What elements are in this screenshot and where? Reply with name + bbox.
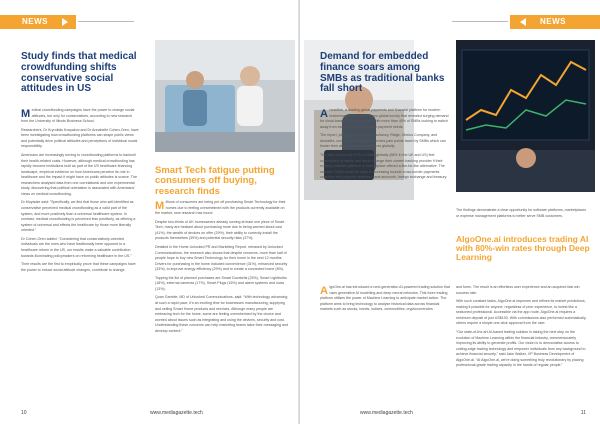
- paragraph: Their results are the first to empirically prove that these campaigns have the power to induce social attitude changes, contribute to change.: [21, 262, 136, 272]
- news-section-tag-right: [510, 15, 600, 29]
- news-label: NEWS: [540, 17, 566, 26]
- article-body-embedded-finance: [320, 108, 450, 184]
- drop-cap: A: [320, 107, 328, 120]
- page-number-right: 11: [580, 410, 586, 416]
- drop-cap: A: [320, 284, 328, 297]
- paragraph: The findings demonstrate a clear opportunity for software platforms, marketplaces or expense management platforms to better serve SMB customers.: [456, 208, 587, 218]
- footer-url-right: www.mediagazette.tech: [360, 410, 413, 416]
- paragraph: Researchers, Dr Kryrolidis Kosyakov and Dr Annabelle Cohen-Oren, have been investigating how crowdfunding platforms can shape public views and potentially drive political attitudes and perceptions of individual social responsibility.: [21, 127, 139, 149]
- paragraph: AlgoOne.ai has introduced a next-generation AI-powered trading solution that uses generative AI modelling and deep neural networks. This forex trading platform utilises the power of Machine Learning to anticipate market action. The platform aims to bring technology to analyse historical data across financial markets such as stocks, bonds, indices, commodities, cryptocurrencies: [320, 284, 450, 312]
- paragraph: Medical crowdfunding campaigns have the power to change social attitudes, but only for conservatives, according to new research from the University of Illinois Business School.: [21, 107, 135, 124]
- paragraph: Dr Cohen-Oren added: “Considering that conservatively-oriented individuals are the ones who have traditionally been opposed to a healthcare reform in the US, our results make a valuable contribution towards illuminating policymakers on reforming healthcare in the US.”: [21, 236, 132, 258]
- article-title-algoone: AlgoOne.ai introduces trading AI with 80%-win rates through Deep Learning: [456, 234, 590, 263]
- arrow-left-icon: [520, 18, 526, 26]
- paragraph: “Our state-of-the-art AI-based trading solution is taking the next step on the evolution of Machine Learning within the financial industry, commensurately improving its ability to generate profits. Our vision is to democratise access to cutting-edge trading technology and empower individuals from any background to achieve financial security,” said Jake Walker, VP Business Development of AlgoOne.ai. “At AlgoOne.ai, we’re doing something truly revolutionary by placing professional-grade trading capacity in the hands of regular people.”: [456, 329, 586, 368]
- paragraph: and forex. The result is an effortless user experience and an acquired fast win success rate.: [456, 285, 580, 295]
- paragraph: Despite two-thirds of UK homeowners already owning at least one piece of Smart Tech, many are hesitant about purchasing more due to being worried about cost (41%), the wealth of devices on offer (29%), their ability to correctly install the products themselves (39%) and potential security risks (37%).: [155, 219, 285, 241]
- paragraph: Millions of consumers are being put off purchasing Smart Technology for their homes due to feeling overwhelmed with the products currently available on the market, new research has found.: [155, 199, 286, 216]
- divider: [78, 21, 134, 22]
- news-section-tag-left: [0, 15, 76, 29]
- paragraph: Detailed in the Home Unlocked PR and Marketing Report, released by Unlocked Communications, the research also shows that despite concerns, more than half of people hope to buy new Smart Technology for their home in the next 12 months. Drivers for purchasing in the home included convenience (31%), enhanced security (33%), to improve energy efficiency (29%) and to create a connected home (8%).: [155, 244, 288, 272]
- trading-photo: [456, 40, 595, 192]
- paragraph: Dr Moyadze said: “Specifically, we find that those who self-identified as conservative perceived medical crowdfunding as a valid part of the system, and more positively than a universal healthcare system. In contrast, medical crowdfunding is perceived less positively, as offering a system of universal and effects the healthcare by those more liberally oriented.”: [21, 200, 136, 233]
- paragraph: The data shows that 67% of SMBs globally (88% in the UK and US) feel constrained by banks and would change their current banking provider if their existing software platform or marketplace offered a like-for-like alternative. The services SMBs would be open to accessing include cross-border payments collection and payouts, business bank accounts, foreign exchange and treasury.: [320, 152, 448, 180]
- page-number-left: 10: [21, 410, 27, 416]
- article-title-smart-tech: Smart Tech fatigue putting consumers off buying, research finds: [155, 165, 275, 197]
- paragraph: Americans are increasingly turning to crowdfunding platforms to bankroll their health-related costs. However, although medical crowdfunding has rapidly become institutions built as part of the US healthcare financing landscape, empirical evidence on how Americans perceive its role in healthcare and the impact it might have on public attitudes is scarce. The researchers analysed data from one correlational and one experimental study, discovering that political orientation is associated with Americans’ views on medical crowdfunding.: [21, 152, 137, 196]
- paragraph: The report, jointly produced by consultancy, Ridge, Obeius Company, and Airwallex, uncovers the financial services pain points faced by SMBs which can hinder their ability to operate and grow globally.: [320, 133, 446, 149]
- paragraph: With such constant tasks, AlgoOne.ai improves and refines its market predictions, making it possible for anyone, regardless of prior experience, to invest like a seasoned professional. Accessible via the app route, AlgoOne.ai requires a minimum deposit of just US$100. With commissions also performed automatically, others require a simple one-click approval from the user.: [456, 299, 587, 326]
- footer-url-left: www.mediagazette.tech: [150, 410, 203, 416]
- divider: [452, 21, 508, 22]
- crowdfunding-photo: [155, 40, 295, 152]
- paragraph: Topping the list of planned purchases are Smart Doorbells (25%), Smart Lightbulbs (18%), external cameras (17%), Smart Plugs (16%) and alarm systems and locks (13%).: [155, 275, 287, 291]
- paragraph: Quan Gamble, MD of Unlocked Communications, said: “With technology advancing at such a rapid pace, it’s an exciting time for businesses manufacturing, supplying and selling Smart Home products and services. Although many people are embracing tech for the home, some are feeling overwhelmed by the choice and worried about issues such as integrating and using the devices, security and cost. Understanding these concerns can help marketing teams tailor their messaging and develop content.”: [155, 295, 289, 333]
- article-body-crowdfunding: [21, 108, 139, 276]
- paragraph: A headline, a leading global payments and financial platform for modern businesses, announced a new global survey that revealed surging demand for cloud-based financial services with more than 40% of SMBs looking to switch away from traditional banks for their payment needs.: [320, 107, 449, 129]
- drop-cap: M: [21, 107, 31, 120]
- article-body-algoone: [320, 285, 450, 316]
- article-title-embedded-finance: Demand for embedded finance soars among SMBs as traditional banks fall short: [320, 51, 445, 95]
- article-body-smart-tech: [155, 200, 290, 337]
- arrow-right-icon: [62, 18, 68, 26]
- news-label: NEWS: [22, 17, 48, 26]
- drop-cap: M: [155, 199, 165, 212]
- article-body-embedded-finance-continued: [456, 208, 590, 222]
- article-body-algoone-continued: [456, 285, 590, 372]
- right-page: [300, 0, 600, 424]
- article-title-crowdfunding: Study finds that medical crowdfunding shifts conservative social attitudes in US: [21, 51, 137, 95]
